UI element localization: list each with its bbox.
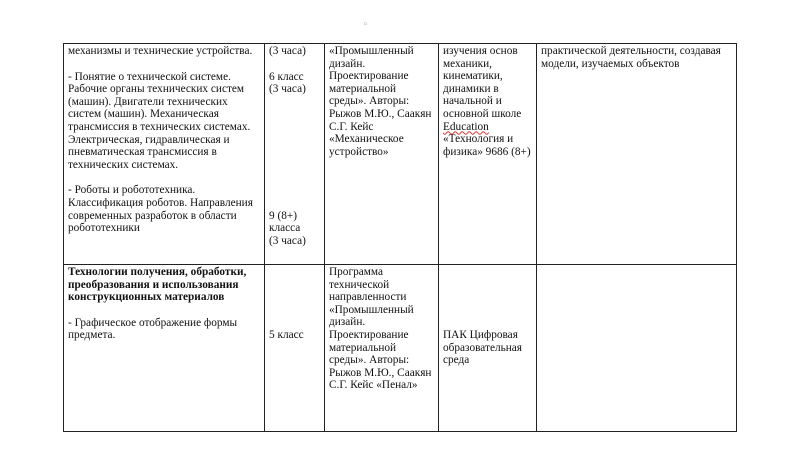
paragraph-mark: ¤ [364, 22, 367, 28]
topic-text: механизмы и технические устройства. [68, 45, 253, 57]
topic-item: - Графическое отображение формы предмета. [68, 316, 238, 342]
table-row [64, 265, 737, 432]
hours: (3 часа) [269, 234, 306, 247]
resource-text: «Технология и физика» 9686 (8+) [443, 133, 531, 158]
topic-cell [64, 44, 265, 265]
topic-item: - Роботы и робототехника. Классификация роботов. Направления современных разработок в области робототехники [68, 184, 253, 235]
program-cell: «Промышленный дизайн. Проектирование материальной среды». Авторы: Рыжов М.Ю., Саакян С.Г. Кейс «Механическое устройство» [325, 44, 439, 265]
grade: класса [269, 222, 301, 235]
table-row [64, 44, 737, 265]
grade-cell [265, 265, 325, 432]
curriculum-table [63, 43, 737, 432]
grade-cell [265, 44, 325, 265]
resource-cell [439, 265, 537, 432]
spellcheck-word: Education [443, 120, 489, 133]
program-cell: Программа технической направленности «Промышленный дизайн. Проектирование материальной среды». Авторы: Рыжов М.Ю., Саакян С.Г. Кейс «Пенал» [325, 265, 439, 432]
resource-cell [439, 44, 537, 265]
resource-text: изучения основ механики, кинематики, динамики в начальной и основной школе [443, 45, 522, 120]
section-heading: Технологии получения, обработки, преобразования и использования конструкционных материалов [68, 266, 247, 304]
resource-text: ПАК Цифровая образовательная среда [443, 329, 523, 367]
topic-cell [64, 265, 265, 432]
hours: (3 часа) [269, 83, 306, 96]
grade: 9 (8+) [269, 209, 298, 222]
grade: 6 класс [269, 70, 304, 83]
hours: (3 часа) [269, 45, 306, 57]
grade: 5 класс [269, 329, 304, 341]
activity-cell: практической деятельности, создавая модели, изучаемых объектов [537, 44, 737, 265]
activity-cell [537, 265, 737, 432]
topic-item: - Понятие о технической системе. Рабочие органы технических систем (машин). Двигатели технических систем (машин). Механическая трансмиссия в технических системах. Электрическая, гидравлическая и пневматическая трансмиссия в технических системах. [68, 70, 251, 171]
